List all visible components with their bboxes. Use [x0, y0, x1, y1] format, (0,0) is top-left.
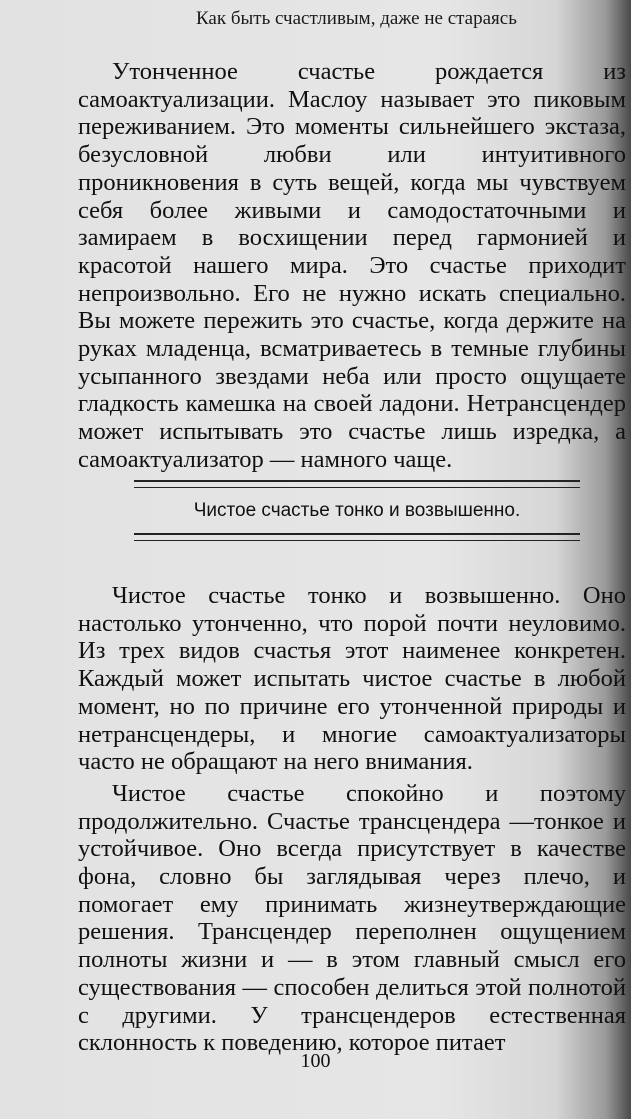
paragraph: Чистое счастье спокойно и поэтому продолжительно. Счастье трансцендера —тонкое и устойчивое. Оно всегда присутствует в качестве фона, словно бы заглядывая через плечо, и помогает ему принимать жизнеутверждающие решения. Трансцендер переполнен ощущением полноты жизни и — в этом главный смысл его существования — способен делиться этой полнотой с другими. У трансцендеров естественная склонность к поведению, которое питает	[78, 779, 626, 1057]
paragraph: Утонченное счастье рождается из самоактуализации. Маслоу называет это пиковым переживанием. Это моменты сильнейшего экстаза, безусловной любви или интуитивного проникновения в суть вещей, когда мы чувствуем себя более живыми и самодостаточными и замираем в восхищении перед гармонией и красотой нашего мира. Это счастье приходит непроизвольно. Его не нужно искать специально. Вы можете пережить это счастье, когда держите на руках младенца, всматриваетесь в темные глубины усыпанного звездами неба или просто ощущаете гладкость камешка на своей ладони. Нетрансцендер может испытывать это счастье лишь изредка, а самоактуализатор — намного чаще.	[78, 58, 626, 473]
text-block-top	[78, 58, 626, 474]
pull-quote-text: Чистое счастье тонко и возвышенно.	[193, 500, 521, 521]
pull-quote-rule-top	[134, 480, 580, 488]
text-block-bottom	[78, 582, 626, 1057]
pull-quote-rule-bottom	[134, 533, 580, 541]
page-number: 100	[300, 1050, 331, 1072]
paragraph: Чистое счастье тонко и возвышенно. Оно настолько утонченно, что порой почти неуловимо. Из трех видов счастья этот наименее конкретен. Каждый может испытать чистое счастье в любой момент, но по причине его утонченной природы и нетрансцендеры, и многие самоактуализаторы часто не обращают на него внимания.	[78, 582, 626, 776]
pull-quote	[134, 480, 580, 541]
running-header: Как быть счастливым, даже не стараясь	[196, 8, 517, 29]
